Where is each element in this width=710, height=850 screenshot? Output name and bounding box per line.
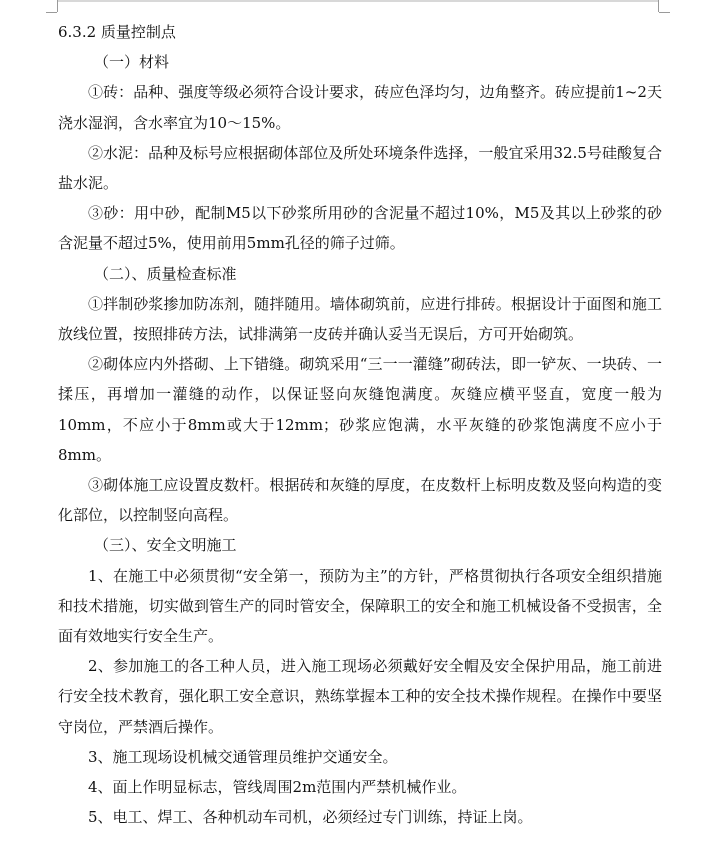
materials-cement-paragraph: ②水泥：品种及标号应根据砌体部位及所处环境条件选择，一般宜采用32.5号硅酸复合盐水泥。 bbox=[58, 143, 662, 193]
crop-mark-top-right-horizontal bbox=[659, 12, 670, 13]
document-body bbox=[58, 17, 662, 832]
crop-mark-top-left-horizontal bbox=[46, 12, 57, 13]
inspection-item-3: ③砌体施工应设置皮数杆。根据砖和灰缝的厚度，在皮数杆上标明皮数及竖向构造的变化部位，以控制竖向高程。 bbox=[58, 476, 662, 525]
materials-heading: （一）材料 bbox=[94, 53, 170, 72]
inspection-item-1: ①拌制砂浆掺加防冻剂，随拌随用。墙体砌筑前，应进行排砖。根据设计于面图和施工放线位置，按照排砖方法，试排满第一皮砖并确认妥当无误后，方可开始砌筑。 bbox=[58, 294, 662, 344]
inspection-item-2: ②砌体应内外搭砌、上下错缝。砌筑采用“三一一灌缝”砌砖法，即一铲灰、一块砖、一揉压，再增加一灌缝的动作，以保证竖向灰缝饱满度。灰缝应横平竖直，宽度一般为10mm，不应小于8mm或大于12mm；砂浆应饱满，水平灰缝的砂浆饱满度不应小于8mm。 bbox=[58, 355, 662, 464]
safety-item-5: 5、电工、焊工、各种机动车司机，必须经过专门训练，持证上岗。 bbox=[88, 808, 533, 827]
page-top-edge bbox=[57, 0, 659, 2]
safety-item-4: 4、面上作明显标志，管线周围2m范围内严禁机械作业。 bbox=[88, 778, 467, 797]
inspection-heading: （二）、质量检查标准 bbox=[94, 264, 237, 283]
safety-item-1: 1、在施工中必须贯彻“安全第一，预防为主”的方针，严格贯彻执行各项安全组织措施和技术措施，切实做到管生产的同时管安全，保障职工的安全和施工机械设备不受损害，全面有效地实行安全生产。 bbox=[58, 566, 662, 646]
materials-sand-paragraph: ③砂：用中砂，配制M5以下砂浆所用砂的含泥量不超过10%，M5及其以上砂浆的砂含泥量不超过5%，使用前用5mm孔径的筛子过筛。 bbox=[58, 204, 662, 253]
safety-item-2: 2、参加施工的各工种人员，进入施工现场必须戴好安全帽及安全保护用品，施工前进行安全技术教育，强化职工安全意识，熟练掌握本工种的安全技术操作规程。在操作中要坚守岗位，严禁酒后操作。 bbox=[58, 657, 662, 736]
materials-brick-paragraph: ①砖：品种、强度等级必须符合设计要求，砖应色泽均匀，边角整齐。砖应提前1~2天浇水湿润，含水率宜为10～15%。 bbox=[58, 83, 662, 132]
crop-mark-top-right bbox=[658, 0, 659, 12]
section-title: 6.3.2 质量控制点 bbox=[58, 23, 176, 41]
crop-mark-top-left bbox=[57, 0, 58, 12]
safety-heading: （三）、安全文明施工 bbox=[94, 536, 237, 555]
safety-item-3: 3、施工现场设机械交通管理员维护交通安全。 bbox=[88, 747, 398, 766]
